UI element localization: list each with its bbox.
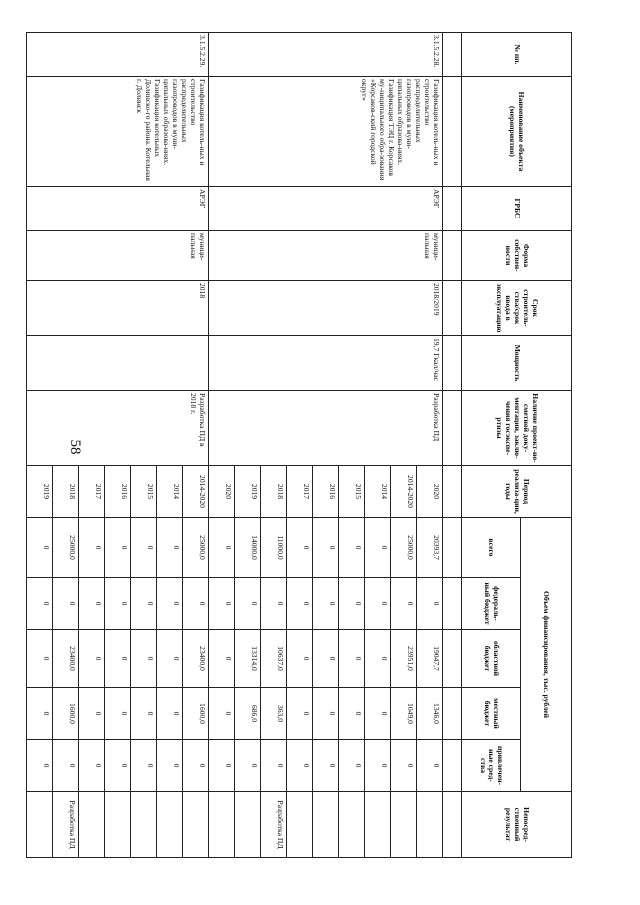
- year-cell: 2017: [79, 466, 105, 518]
- local-cell: 0: [27, 688, 53, 740]
- year-cell: 2015: [131, 466, 157, 518]
- regional-cell: 10637,0: [261, 630, 287, 688]
- year-cell: 2014: [365, 466, 391, 518]
- project-grbs: АРЭГ: [209, 187, 443, 231]
- project-build-period: 2018/2019: [209, 281, 443, 336]
- total-cell: 25000,0: [391, 518, 417, 578]
- result-cell: [209, 792, 235, 858]
- result-cell: [339, 792, 365, 858]
- local-cell: 0: [365, 688, 391, 740]
- federal-cell: 0: [339, 578, 365, 630]
- empty-cell: [443, 578, 462, 630]
- header-total: всего: [462, 518, 521, 578]
- year-cell: 2019: [235, 466, 261, 518]
- table-row: [417, 33, 443, 858]
- empty-cell: [443, 630, 462, 688]
- empty-cell: [443, 231, 462, 281]
- attracted-cell: 0: [105, 740, 131, 792]
- result-cell: [391, 792, 417, 858]
- regional-cell: 0: [157, 630, 183, 688]
- attracted-cell: 0: [365, 740, 391, 792]
- result-cell: [365, 792, 391, 858]
- attracted-cell: 0: [287, 740, 313, 792]
- local-cell: 0: [79, 688, 105, 740]
- local-cell: 1049,0: [391, 688, 417, 740]
- local-cell: 1600,0: [53, 688, 79, 740]
- total-cell: 0: [131, 518, 157, 578]
- local-cell: 0: [105, 688, 131, 740]
- result-cell: [417, 792, 443, 858]
- regional-cell: 13314,0: [235, 630, 261, 688]
- result-cell: [183, 792, 209, 858]
- empty-cell: [443, 466, 462, 518]
- project-grbs: АРЭГ: [27, 187, 209, 231]
- page-number: 58: [67, 439, 83, 455]
- local-cell: 0: [209, 688, 235, 740]
- regional-cell: 0: [313, 630, 339, 688]
- attracted-cell: 0: [79, 740, 105, 792]
- project-capacity: 19,7 Гкал/час: [209, 336, 443, 391]
- attracted-cell: 0: [339, 740, 365, 792]
- regional-cell: 19047,7: [417, 630, 443, 688]
- total-cell: 25000,0: [53, 518, 79, 578]
- attracted-cell: 0: [261, 740, 287, 792]
- empty-cell: [443, 336, 462, 391]
- result-cell: [235, 792, 261, 858]
- project-design-docs: Разработка ПД: [209, 391, 443, 466]
- total-cell: 0: [339, 518, 365, 578]
- result-cell: [105, 792, 131, 858]
- federal-cell: 0: [287, 578, 313, 630]
- empty-cell: [443, 518, 462, 578]
- attracted-cell: 0: [209, 740, 235, 792]
- regional-cell: 0: [365, 630, 391, 688]
- total-cell: 0: [287, 518, 313, 578]
- header-ownership: Форма собствен-ности: [462, 231, 572, 281]
- regional-cell: 0: [105, 630, 131, 688]
- header-regional: областной бюджет: [462, 630, 521, 688]
- local-cell: 1346,0: [417, 688, 443, 740]
- empty-cell: [443, 391, 462, 466]
- year-cell: 2020: [417, 466, 443, 518]
- header-period-build: Срок строитель-ства/срок ввода в эксплуатацию: [462, 281, 572, 336]
- federal-cell: 0: [53, 578, 79, 630]
- empty-cell: [443, 688, 462, 740]
- total-cell: 0: [157, 518, 183, 578]
- funding-table: [26, 32, 572, 858]
- project-design-docs: Разработка ПД в 2018 г.: [27, 391, 209, 466]
- result-cell: [131, 792, 157, 858]
- total-cell: 14000,0: [235, 518, 261, 578]
- year-cell: 2017: [287, 466, 313, 518]
- total-cell: 11000,0: [261, 518, 287, 578]
- project-ownership: муници-пальная: [27, 231, 209, 281]
- regional-cell: 0: [209, 630, 235, 688]
- attracted-cell: 0: [313, 740, 339, 792]
- year-cell: 2015: [339, 466, 365, 518]
- year-cell: 2016: [313, 466, 339, 518]
- regional-cell: 0: [339, 630, 365, 688]
- total-cell: 0: [105, 518, 131, 578]
- regional-cell: 23951,0: [391, 630, 417, 688]
- project-capacity: [27, 336, 209, 391]
- local-cell: 686,0: [235, 688, 261, 740]
- regional-cell: 0: [131, 630, 157, 688]
- federal-cell: 0: [417, 578, 443, 630]
- local-cell: 0: [313, 688, 339, 740]
- table-row: [183, 33, 209, 858]
- header-local: местный бюджет: [462, 688, 521, 740]
- regional-cell: 23400,0: [53, 630, 79, 688]
- empty-cell: [443, 77, 462, 187]
- year-cell: 2020: [209, 466, 235, 518]
- header-funding-group: Объем финансирования, тыс. рублей: [521, 518, 572, 792]
- project-name: Газификация котель-ных и строительство распределительных газопроводов в муни-ципальных образова-ниях. Газификация ТЭЦ г. Корсаков му-ниципального обра-зования «Корсаков-ский городской округ»: [209, 77, 443, 187]
- regional-cell: 0: [79, 630, 105, 688]
- total-cell: 0: [27, 518, 53, 578]
- attracted-cell: 0: [391, 740, 417, 792]
- year-cell: 2018: [261, 466, 287, 518]
- federal-cell: 0: [79, 578, 105, 630]
- empty-cell: [443, 187, 462, 231]
- year-cell: 2016: [105, 466, 131, 518]
- total-cell: 25000,0: [183, 518, 209, 578]
- federal-cell: 0: [27, 578, 53, 630]
- spacer-row: [443, 33, 462, 858]
- federal-cell: 0: [313, 578, 339, 630]
- project-number: 3.1.5.2.28.: [209, 33, 443, 77]
- result-cell: [287, 792, 313, 858]
- regional-cell: 0: [27, 630, 53, 688]
- federal-cell: 0: [131, 578, 157, 630]
- total-cell: 0: [313, 518, 339, 578]
- result-cell: [27, 792, 53, 858]
- header-result: Непосред-ственный результат: [462, 792, 572, 858]
- local-cell: 0: [287, 688, 313, 740]
- header-name: Наименование объекта (мероприятия): [462, 77, 572, 187]
- year-cell: 2018: [53, 466, 79, 518]
- attracted-cell: 0: [131, 740, 157, 792]
- empty-cell: [443, 792, 462, 858]
- header-design-docs: Наличие проект-но-сметной доку-ментации, заклю-чения госэкспе-ртизы: [462, 391, 572, 466]
- result-cell: Разработка ПД: [261, 792, 287, 858]
- regional-cell: 0: [287, 630, 313, 688]
- header-num: № пп.: [462, 33, 572, 77]
- local-cell: 0: [131, 688, 157, 740]
- project-build-period: 2018: [27, 281, 209, 336]
- federal-cell: 0: [209, 578, 235, 630]
- attracted-cell: 0: [183, 740, 209, 792]
- local-cell: 1600,0: [183, 688, 209, 740]
- total-cell: 0: [365, 518, 391, 578]
- attracted-cell: 0: [157, 740, 183, 792]
- attracted-cell: 0: [27, 740, 53, 792]
- result-cell: Разработка ПД: [53, 792, 79, 858]
- federal-cell: 0: [105, 578, 131, 630]
- empty-cell: [443, 33, 462, 77]
- total-cell: 0: [79, 518, 105, 578]
- attracted-cell: 0: [53, 740, 79, 792]
- empty-cell: [443, 740, 462, 792]
- header-grbs: ГРБС: [462, 187, 572, 231]
- year-cell: 2014-2020: [183, 466, 209, 518]
- header-attracted: привлечен-ные сред-ства: [462, 740, 521, 792]
- result-cell: [79, 792, 105, 858]
- local-cell: 0: [157, 688, 183, 740]
- total-cell: 20393,7: [417, 518, 443, 578]
- year-cell: 2019: [27, 466, 53, 518]
- table-body: [27, 33, 462, 858]
- federal-cell: 0: [261, 578, 287, 630]
- federal-cell: 0: [365, 578, 391, 630]
- header-capacity: Мощность: [462, 336, 572, 391]
- regional-cell: 23400,0: [183, 630, 209, 688]
- year-cell: 2014: [157, 466, 183, 518]
- project-ownership: муници-пальная: [209, 231, 443, 281]
- header-federal: федераль-ный бюджет: [462, 578, 521, 630]
- project-name: Газификация котель-ных и строительство распределительных газопроводов в муни-ципальных образова-ниях. Газификация котельных Долинско-го района. Котельная г. Долинск: [27, 77, 209, 187]
- attracted-cell: 0: [417, 740, 443, 792]
- result-cell: [313, 792, 339, 858]
- federal-cell: 0: [235, 578, 261, 630]
- header-period-impl: Период реализа-ции, годы: [462, 466, 572, 518]
- federal-cell: 0: [183, 578, 209, 630]
- federal-cell: 0: [391, 578, 417, 630]
- header-row-1: [521, 33, 572, 858]
- attracted-cell: 0: [235, 740, 261, 792]
- local-cell: 363,0: [261, 688, 287, 740]
- federal-cell: 0: [157, 578, 183, 630]
- year-cell: 2014-2020: [391, 466, 417, 518]
- total-cell: 0: [209, 518, 235, 578]
- local-cell: 0: [339, 688, 365, 740]
- project-number: 3.1.5.2.29.: [27, 33, 209, 77]
- empty-cell: [443, 281, 462, 336]
- result-cell: [157, 792, 183, 858]
